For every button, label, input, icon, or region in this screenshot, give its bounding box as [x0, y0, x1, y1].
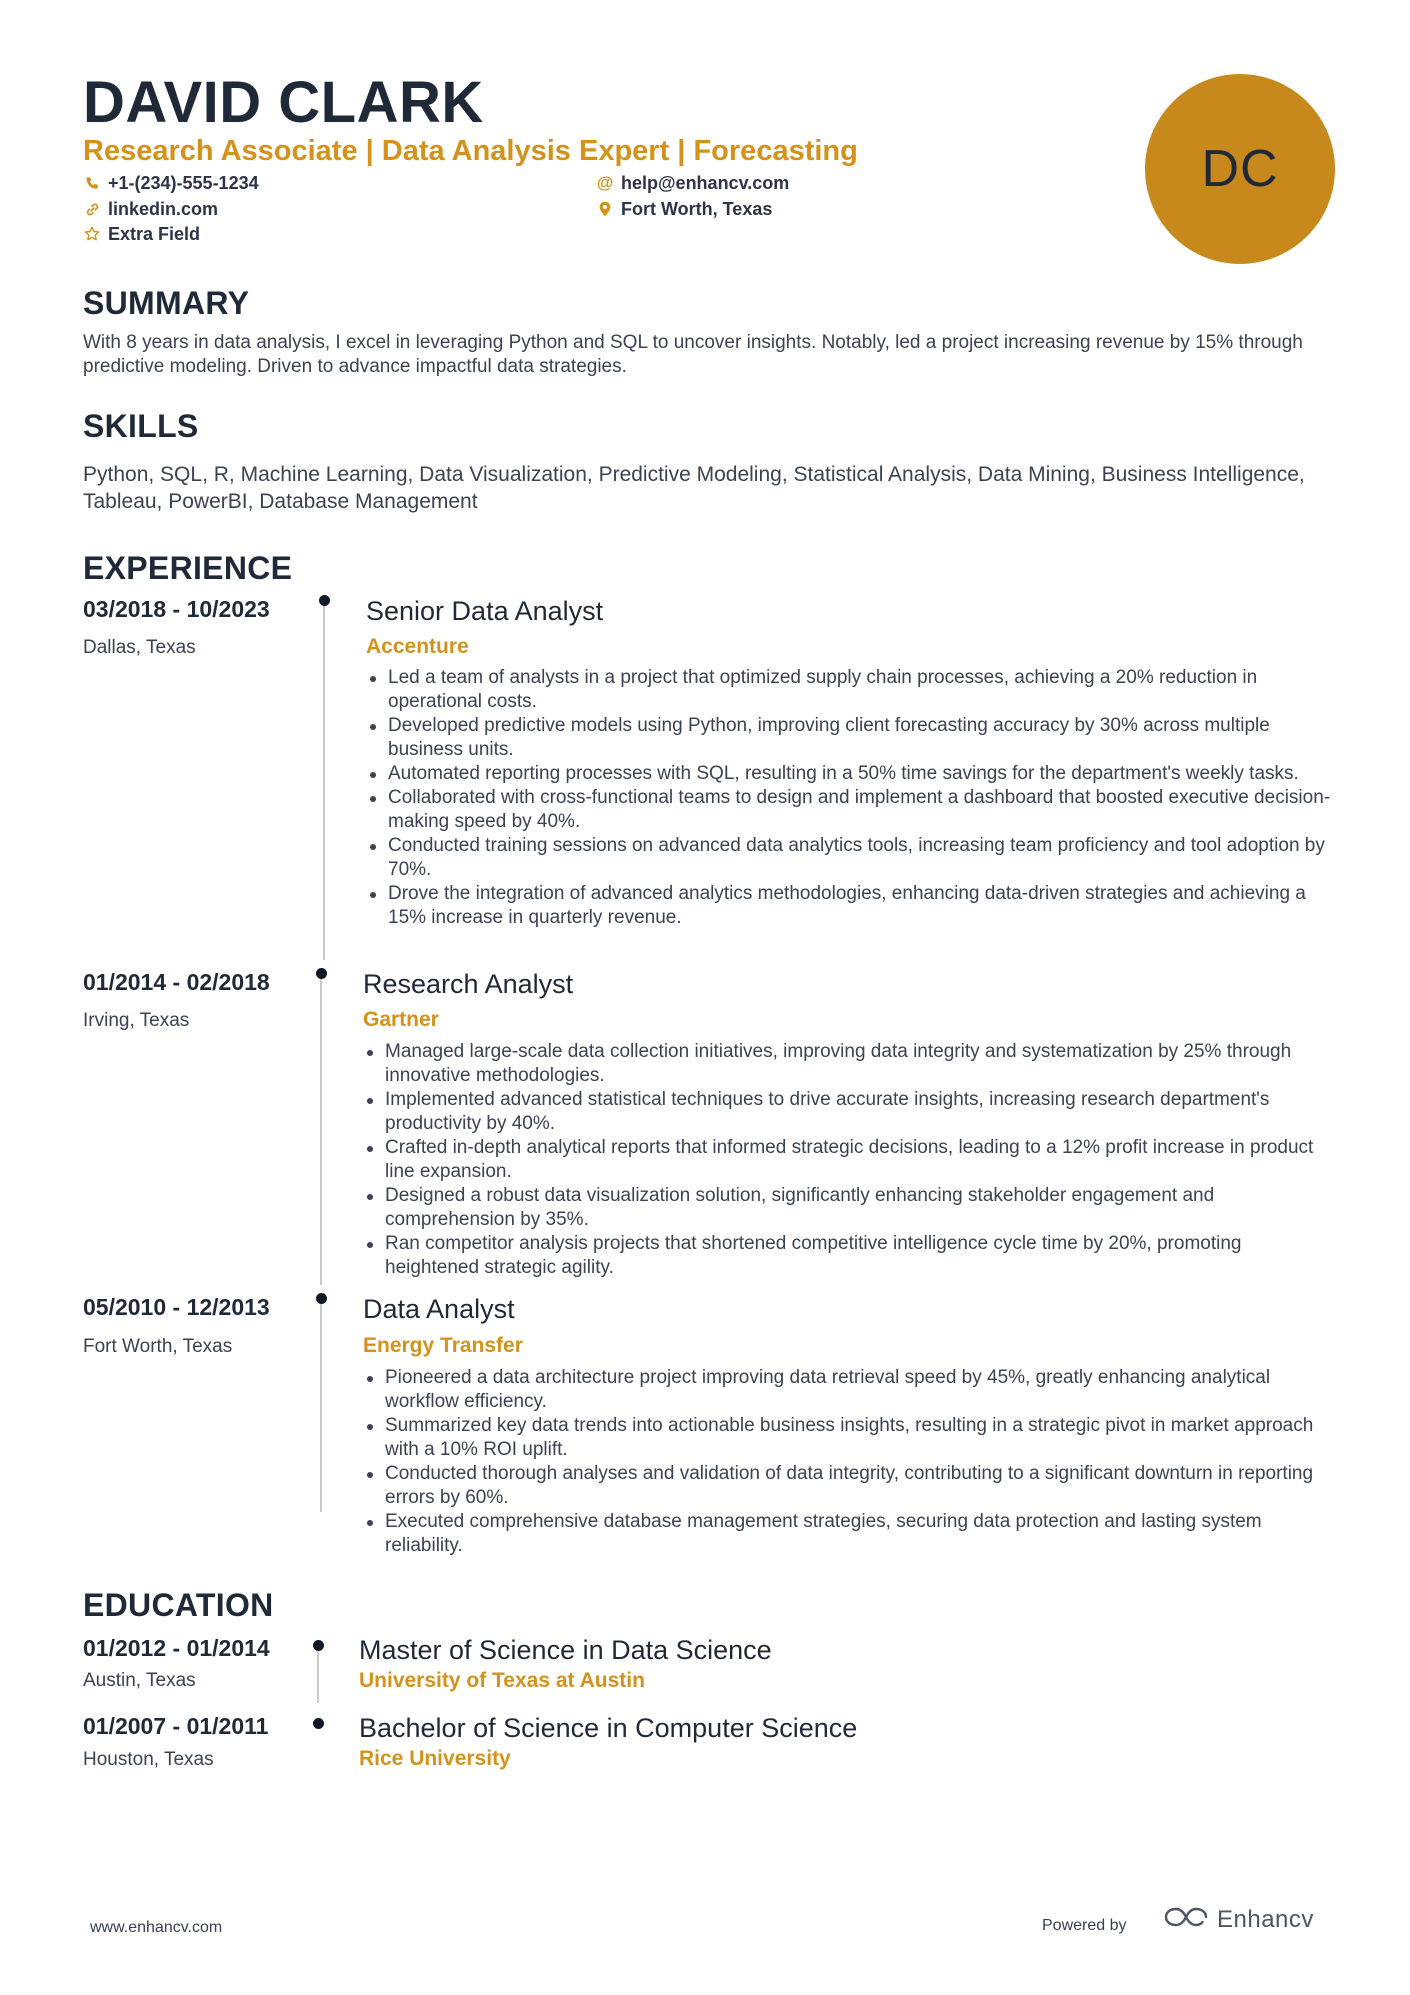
list-item: Led a team of analysts in a project that optimized supply chain processes, achieving a 20% reduction in operational costs.	[366, 666, 1336, 714]
at-sign-icon: @	[596, 173, 614, 192]
list-item: Conducted training sessions on advanced data analytics tools, increasing team proficiency and tool adoption by 70%.	[366, 834, 1336, 882]
footer-url[interactable]: www.enhancv.com	[90, 1919, 223, 1936]
list-item: Executed comprehensive database management strategies, securing data protection and lasting system reliability.	[363, 1510, 1336, 1558]
job-dates: 05/2010 - 12/2013	[83, 1294, 270, 1320]
job-location: Fort Worth, Texas	[83, 1336, 233, 1357]
avatar	[1145, 74, 1335, 264]
contact-email[interactable]	[596, 171, 789, 195]
edu-school: University of Texas at Austin	[359, 1669, 645, 1692]
job-company: Gartner	[363, 1008, 439, 1031]
skills-title: SKILLS	[83, 408, 199, 444]
phone-icon	[83, 174, 101, 192]
contact-phone	[83, 171, 259, 195]
list-item: Summarized key data trends into actionable business insights, resulting in a strategic pivot in market approach with a 10% ROI uplift.	[363, 1414, 1336, 1462]
edu-degree: Master of Science in Data Science	[359, 1635, 772, 1665]
edu-dates: 01/2007 - 01/2011	[83, 1713, 269, 1739]
timeline-line	[320, 973, 322, 1285]
timeline-dot	[319, 595, 330, 606]
timeline-line	[320, 1298, 322, 1512]
contact-location	[596, 197, 772, 221]
infinity-logo-icon	[1163, 1905, 1209, 1934]
linkedin-text[interactable]: linkedin.com	[108, 199, 219, 219]
job-location: Dallas, Texas	[83, 637, 196, 658]
list-item: Managed large-scale data collection initiatives, improving data integrity and systematization by 25% through innovative methodologies.	[363, 1040, 1336, 1088]
list-item: Pioneered a data architecture project improving data retrieval speed by 45%, greatly enhancing analytical workflow efficiency.	[363, 1366, 1336, 1414]
summary-title: SUMMARY	[83, 285, 250, 321]
list-item: Drove the integration of advanced analytics methodologies, enhancing data-driven strategies and achieving a 15% increase in quarterly revenue.	[366, 882, 1336, 930]
job-role: Data Analyst	[363, 1294, 515, 1324]
job-role: Research Analyst	[363, 969, 574, 999]
link-icon	[83, 200, 101, 218]
list-item: Collaborated with cross-functional teams to design and implement a dashboard that boosted executive decision-making speed by 40%.	[366, 786, 1336, 834]
edu-dates: 01/2012 - 01/2014	[83, 1635, 270, 1661]
job-location: Irving, Texas	[83, 1010, 190, 1031]
list-item: Implemented advanced statistical techniques to drive accurate insights, increasing research department's productivity by 40%.	[363, 1088, 1336, 1136]
experience-title: EXPERIENCE	[83, 550, 293, 586]
location-pin-icon	[596, 200, 614, 218]
summary-text: With 8 years in data analysis, I excel in leveraging Python and SQL to uncover insights. Notably, led a project increasing revenue by 15% through predictive modeling. Driven to advance impactful data strategies.	[83, 332, 1303, 377]
headline: Research Associate | Data Analysis Expert | Forecasting	[83, 135, 858, 167]
edu-location: Houston, Texas	[83, 1749, 214, 1770]
edu-degree: Bachelor of Science in Computer Science	[359, 1713, 858, 1743]
edu-location: Austin, Texas	[83, 1670, 196, 1691]
timeline-dot	[313, 1640, 324, 1651]
job-company: Energy Transfer	[363, 1334, 523, 1357]
timeline-dot	[313, 1718, 324, 1729]
list-item: Conducted thorough analyses and validation of data integrity, contributing to a significant downturn in reporting errors by 60%.	[363, 1462, 1336, 1510]
education-title: EDUCATION	[83, 1587, 274, 1623]
brand-name: Enhancv	[1217, 1905, 1314, 1933]
contact-linkedin[interactable]	[83, 197, 218, 221]
edu-school: Rice University	[359, 1747, 511, 1770]
timeline-line	[323, 600, 325, 960]
job-bullets	[363, 1040, 1336, 1280]
location-text: Fort Worth, Texas	[621, 199, 773, 219]
enhancv-logo[interactable]	[1163, 1905, 1314, 1934]
job-dates: 01/2014 - 02/2018	[83, 969, 270, 995]
job-role: Senior Data Analyst	[366, 596, 604, 626]
skills-text: Python, SQL, R, Machine Learning, Data Visualization, Predictive Modeling, Statistical Analysis, Data Mining, Business Intelligence, Tableau, PowerBI, Database Management	[83, 463, 1305, 513]
avatar-initials: DC	[1201, 140, 1279, 198]
candidate-name: DAVID CLARK	[83, 70, 484, 135]
list-item: Designed a robust data visualization solution, significantly enhancing stakeholder engagement and comprehension by 35%.	[363, 1184, 1336, 1232]
timeline-dot	[316, 968, 327, 979]
email-text[interactable]: help@enhancv.com	[621, 173, 790, 193]
list-item: Automated reporting processes with SQL, resulting in a 50% time savings for the department's weekly tasks.	[366, 762, 1336, 786]
extra-text: Extra Field	[108, 224, 201, 244]
list-item: Developed predictive models using Python, improving client forecasting accuracy by 30% across multiple business units.	[366, 714, 1336, 762]
star-icon	[83, 225, 101, 243]
job-bullets	[363, 1366, 1336, 1558]
job-company: Accenture	[366, 635, 469, 658]
list-item: Ran competitor analysis projects that shortened competitive intelligence cycle time by 20%, promoting heightened strategic agility.	[363, 1232, 1336, 1280]
timeline-dot	[316, 1293, 327, 1304]
timeline-line	[317, 1645, 319, 1703]
contact-extra	[83, 222, 200, 246]
powered-by-label: Powered by	[1042, 1917, 1127, 1934]
job-dates: 03/2018 - 10/2023	[83, 596, 270, 622]
phone-text: +1-(234)-555-1234	[108, 173, 259, 193]
job-bullets	[366, 666, 1336, 930]
list-item: Crafted in-depth analytical reports that informed strategic decisions, leading to a 12% profit increase in product line expansion.	[363, 1136, 1336, 1184]
